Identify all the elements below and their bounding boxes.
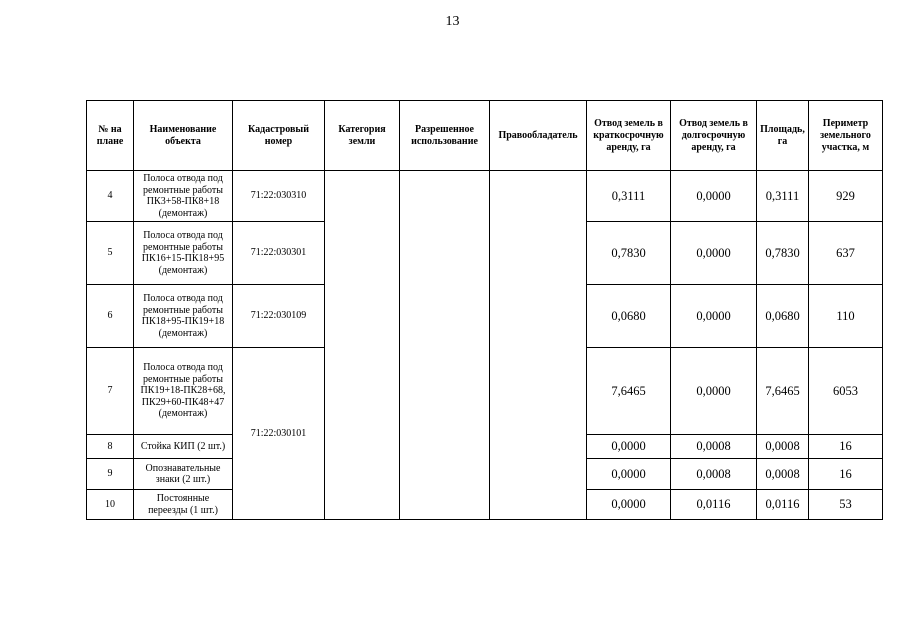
permitted-use-cell (400, 171, 490, 520)
header-name: Наименование объекта (134, 101, 233, 171)
land-allocation-table (86, 100, 883, 520)
row-num: 10 (87, 490, 134, 520)
row-perimeter: 110 (809, 285, 883, 348)
row-area: 7,6465 (757, 348, 809, 435)
row-area: 0,3111 (757, 171, 809, 222)
row-area: 0,0116 (757, 490, 809, 520)
row-cadastral: 71:22:030109 (233, 285, 325, 348)
row-long-lease: 0,0000 (671, 285, 757, 348)
row-name: Полоса отвода под ремонтные работы ПК19+18-ПК28+68, ПК29+60-ПК48+47 (демонтаж) (134, 348, 233, 435)
row-perimeter: 16 (809, 435, 883, 459)
header-short-lease: Отвод земель в краткосрочную аренду, га (587, 101, 671, 171)
row-num: 5 (87, 222, 134, 285)
row-num: 7 (87, 348, 134, 435)
row-num: 9 (87, 459, 134, 490)
row-cadastral: 71:22:030310 (233, 171, 325, 222)
header-num: № на плане (87, 101, 134, 171)
row-area: 0,0008 (757, 435, 809, 459)
header-perimeter: Периметр земельного участка, м (809, 101, 883, 171)
row-short-lease: 0,7830 (587, 222, 671, 285)
row-name: Постоянные переезды (1 шт.) (134, 490, 233, 520)
row-area: 0,7830 (757, 222, 809, 285)
row-num: 8 (87, 435, 134, 459)
row-short-lease: 0,0000 (587, 459, 671, 490)
row-perimeter: 16 (809, 459, 883, 490)
row-short-lease: 0,0000 (587, 435, 671, 459)
row-name: Стойка КИП (2 шт.) (134, 435, 233, 459)
row-long-lease: 0,0000 (671, 222, 757, 285)
header-permitted-use: Разрешенное использование (400, 101, 490, 171)
row-perimeter: 6053 (809, 348, 883, 435)
header-owner: Правообладатель (490, 101, 587, 171)
row-short-lease: 0,0000 (587, 490, 671, 520)
row-perimeter: 53 (809, 490, 883, 520)
row-short-lease: 0,3111 (587, 171, 671, 222)
row-name: Полоса отвода под ремонтные работы ПК16+15-ПК18+95 (демонтаж) (134, 222, 233, 285)
row-long-lease: 0,0008 (671, 435, 757, 459)
category-cell (325, 171, 400, 520)
row-long-lease: 0,0116 (671, 490, 757, 520)
header-cadastral: Кадастровый номер (233, 101, 325, 171)
row-num: 6 (87, 285, 134, 348)
row-cadastral-merged: 71:22:030101 (233, 348, 325, 520)
row-short-lease: 0,0680 (587, 285, 671, 348)
row-name: Полоса отвода под ремонтные работы ПК18+95-ПК19+18 (демонтаж) (134, 285, 233, 348)
row-long-lease: 0,0000 (671, 171, 757, 222)
row-perimeter: 929 (809, 171, 883, 222)
row-area: 0,0008 (757, 459, 809, 490)
row-short-lease: 7,6465 (587, 348, 671, 435)
row-name: Опознавательные знаки (2 шт.) (134, 459, 233, 490)
row-cadastral: 71:22:030301 (233, 222, 325, 285)
table-header-row (87, 101, 883, 171)
row-perimeter: 637 (809, 222, 883, 285)
header-area: Площадь, га (757, 101, 809, 171)
header-long-lease: Отвод земель в долгосрочную аренду, га (671, 101, 757, 171)
row-long-lease: 0,0008 (671, 459, 757, 490)
row-long-lease: 0,0000 (671, 348, 757, 435)
page-number: 13 (445, 14, 460, 29)
table-row (87, 171, 883, 222)
row-area: 0,0680 (757, 285, 809, 348)
owner-cell (490, 171, 587, 520)
row-num: 4 (87, 171, 134, 222)
header-category: Категория земли (325, 101, 400, 171)
row-name: Полоса отвода под ремонтные работы ПК3+58-ПК8+18 (демонтаж) (134, 171, 233, 222)
